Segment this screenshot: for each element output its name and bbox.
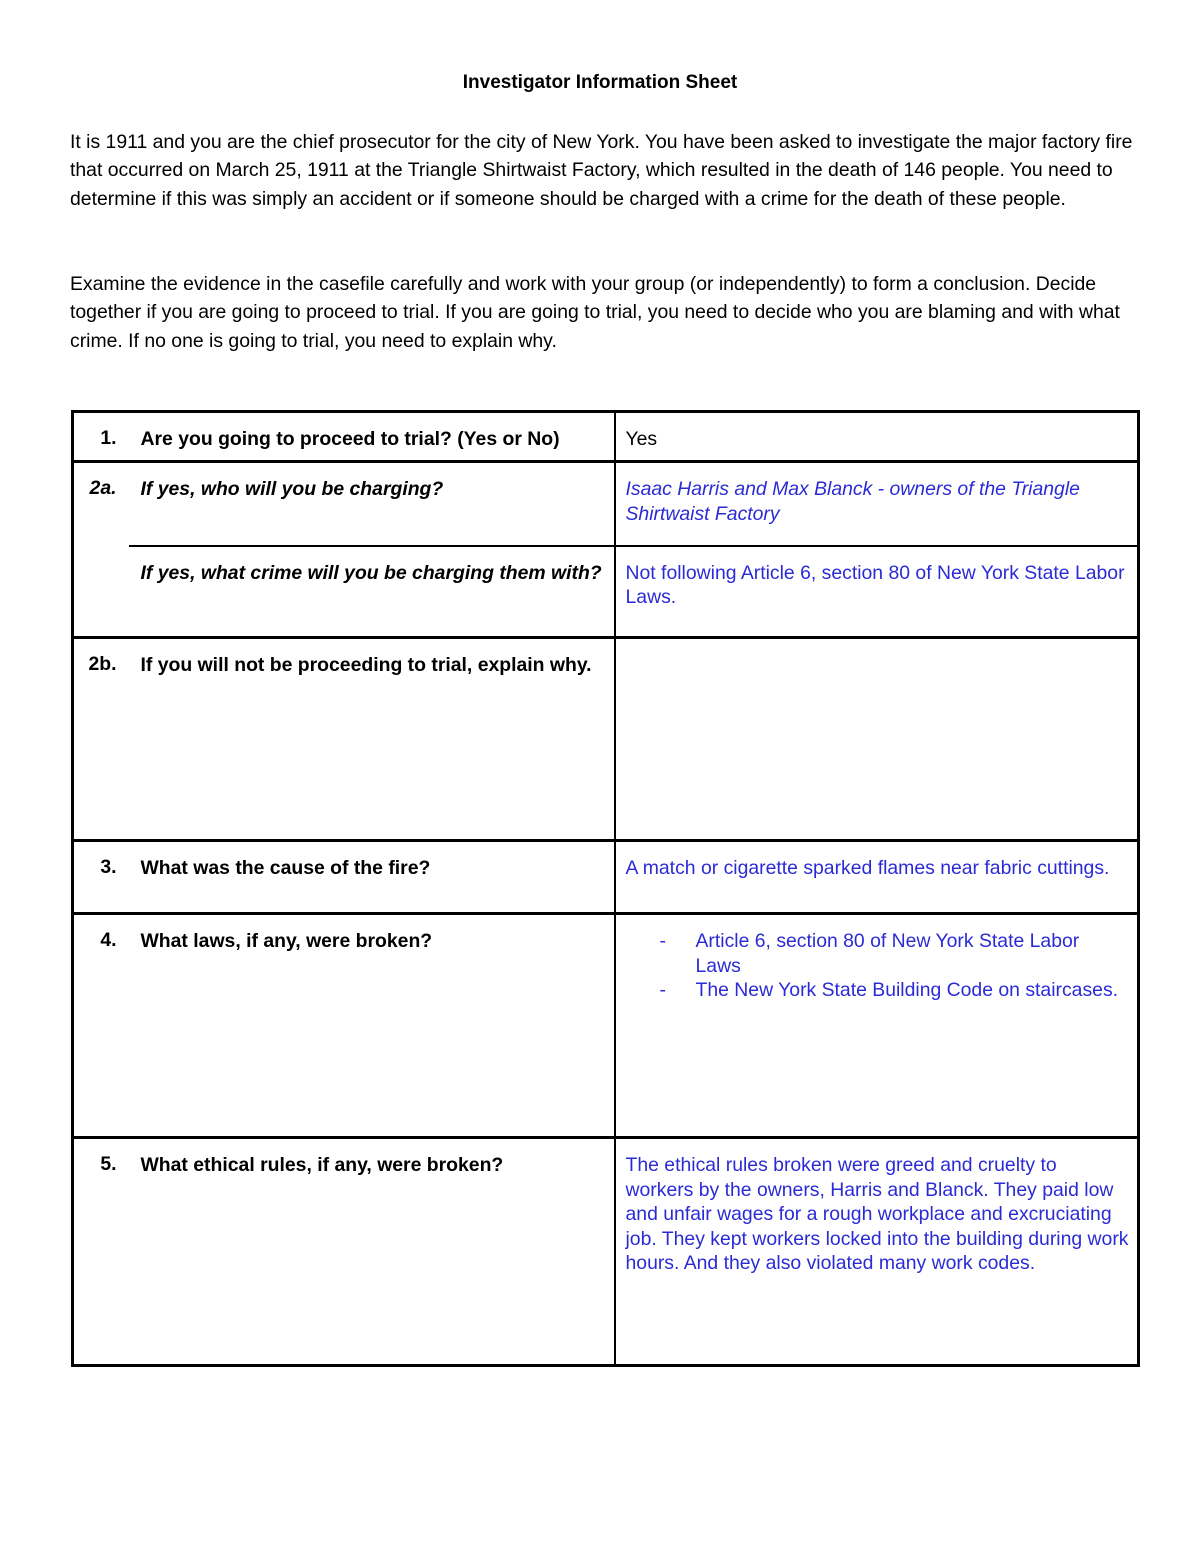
table-row-q2a — [73, 462, 1139, 546]
bullet-dash: - — [659, 979, 666, 1002]
question-number: 4. — [73, 914, 129, 1138]
question-text: What laws, if any, were broken? — [129, 914, 615, 1138]
question-number: 5. — [73, 1138, 129, 1366]
list-item-text: Article 6, section 80 of New York State Labor Laws — [695, 930, 1080, 977]
question-number: 2a. — [73, 462, 129, 638]
investigator-questions-table — [71, 410, 1140, 1367]
laws-list — [626, 929, 1130, 1003]
table-row-q3 — [73, 841, 1139, 914]
question-number: 2b. — [73, 638, 129, 841]
answer-cell[interactable]: Yes — [615, 412, 1139, 462]
answer-cell[interactable] — [615, 914, 1139, 1138]
question-number: 3. — [73, 841, 129, 914]
question-text: What was the cause of the fire? — [129, 841, 615, 914]
list-item — [650, 929, 1130, 978]
table-row-q1 — [73, 412, 1139, 462]
question-text: Are you going to proceed to trial? (Yes or No) — [129, 412, 615, 462]
question-number: 1. — [73, 412, 129, 462]
sub-question-text: If yes, what crime will you be charging them with? — [129, 546, 615, 638]
sub-answer-cell[interactable]: Not following Article 6, section 80 of New York State Labor Laws. — [615, 546, 1139, 638]
answer-cell[interactable]: The ethical rules broken were greed and cruelty to workers by the owners, Harris and Blanck. They paid low and unfair wages for a rough workplace and excruciating job. They kept workers locked into the building during work hours. And they also violated many work codes. — [615, 1138, 1139, 1366]
table-row-q2b — [73, 638, 1139, 841]
answer-cell[interactable]: A match or cigarette sparked flames near fabric cuttings. — [615, 841, 1139, 914]
question-text: If yes, who will you be charging? — [129, 462, 615, 546]
instructions-paragraph: Examine the evidence in the casefile carefully and work with your group (or independently) to form a conclusion. Decide together if you are going to proceed to trial. If you are going to trial, you need to decide who you are blaming and with what crime. If no one is going to trial, you need to explain why. — [70, 273, 1120, 352]
answer-cell[interactable] — [615, 638, 1139, 841]
table-row-q4 — [73, 914, 1139, 1138]
bullet-dash: - — [659, 930, 666, 952]
answer-cell[interactable]: Isaac Harris and Max Blanck - owners of the Triangle Shirtwaist Factory — [615, 462, 1139, 546]
question-text: What ethical rules, if any, were broken? — [129, 1138, 615, 1366]
list-item-text: The New York State Building Code on staircases. — [695, 979, 1119, 1002]
document-title: Investigator Information Sheet — [462, 72, 738, 93]
question-text: If you will not be proceeding to trial, explain why. — [129, 638, 615, 841]
table-row-q5 — [73, 1138, 1139, 1366]
list-item — [650, 978, 1130, 1003]
intro-paragraph: It is 1911 and you are the chief prosecutor for the city of New York. You have been asked to investigate the major factory fire that occurred on March 25, 1911 at the Triangle Shirtwaist Factory, which resulted in the death of 146 people. You need to determine if this was simply an accident or if someone should be charged with a crime for the death of these people. — [70, 131, 1133, 210]
table-row-q2a-sub — [73, 546, 1139, 638]
